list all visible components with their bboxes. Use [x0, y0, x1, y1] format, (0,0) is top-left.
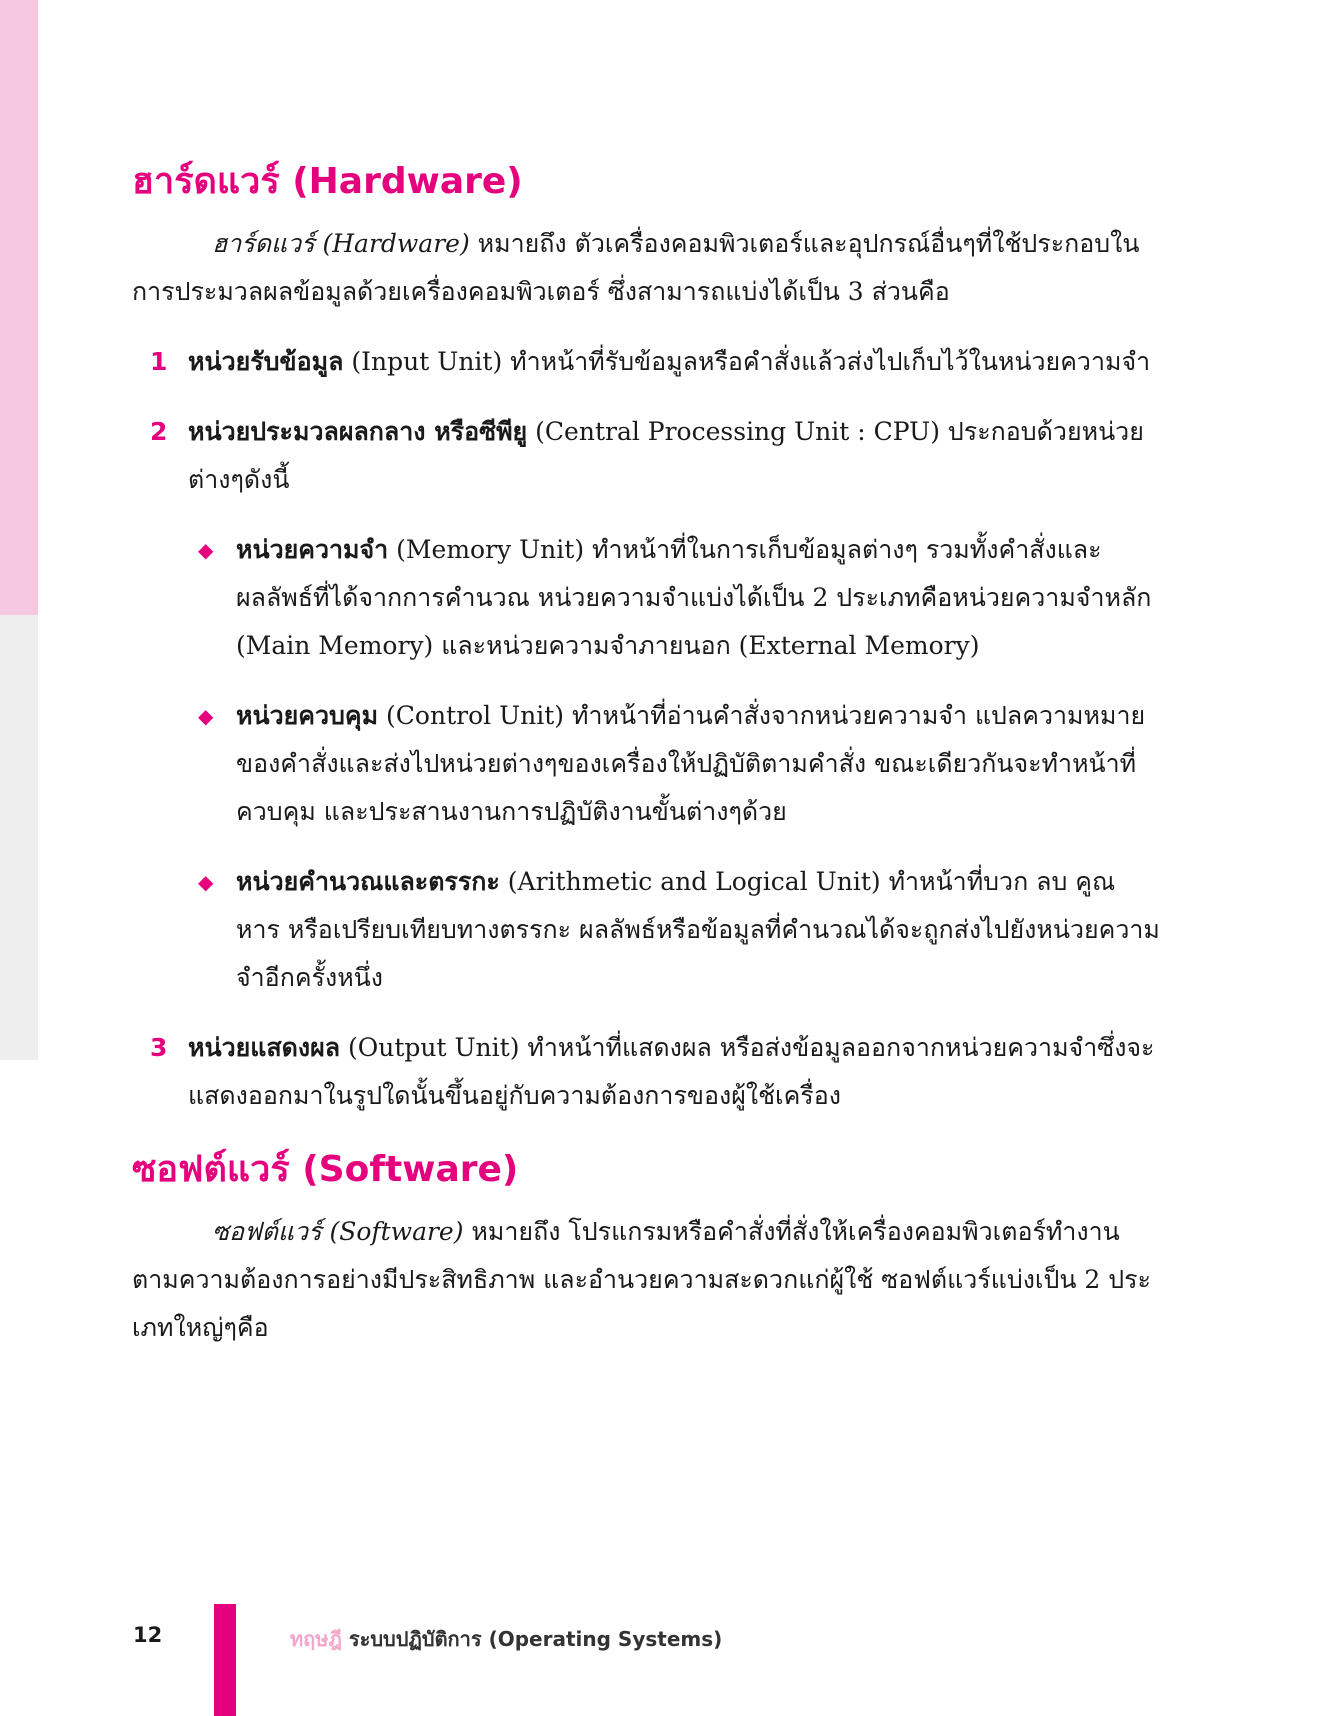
part-term: หน่วยความจำ [236, 535, 389, 564]
item-term: หน่วยแสดงผล [188, 1033, 341, 1062]
hardware-heading: ฮาร์ดแวร์ (Hardware) [132, 161, 523, 202]
cpu-part-control [132, 692, 1162, 836]
hardware-intro-lead: ฮาร์ดแวร์ (Hardware) [212, 229, 470, 258]
diamond-bullet-icon: ◆ [198, 538, 214, 562]
software-heading: ซอฟต์แวร์ (Software) [132, 1149, 519, 1190]
item-text: (Input Unit) ทำหน้าที่รับข้อมูลหรือคำสั่งแล้วส่งไปเก็บไว้ในหน่วยความจำ [343, 347, 1151, 376]
item-term: หน่วยรับข้อมูล [188, 347, 344, 376]
footer-book-title: ระบบปฏิบัติการ (Operating Systems) [341, 1627, 723, 1651]
diamond-bullet-icon: ◆ [198, 704, 214, 728]
page-number: 12 [133, 1623, 163, 1647]
part-term: หน่วยควบคุม [236, 701, 379, 730]
footer-accent-bar [214, 1604, 236, 1716]
side-margin-pink-band [0, 0, 38, 615]
part-text: (Control Unit) ทำหน้าที่อ่านคำสั่งจากหน่วยความจำ แปลความหมายของคำสั่งและส่งไปหน่วยต่างๆของเครื่องให้ปฏิบัติตามคำสั่ง ขณะเดียวกันจะทำหน้าที่ควบคุม และประสานงานการปฏิบัติงานขั้นต่างๆด้วย [236, 701, 1146, 826]
part-text: (Memory Unit) ทำหน้าที่ในการเก็บข้อมูลต่างๆ รวมทั้งคำสั่งและผลลัพธ์ที่ได้จากการคำนวณ หน่วยความจำแบ่งได้เป็น 2 ประเภทคือหน่วยความจำหลัก (Main Memory) และหน่วยความจำภายนอก (External Memory) [236, 535, 1152, 660]
item-number: 2 [150, 417, 168, 446]
hardware-item-input [132, 338, 1162, 386]
software-intro-text: หมายถึง โปรแกรมหรือคำสั่งที่สั่งให้เครื่องคอมพิวเตอร์ทำงานตามความต้องการอย่างมีประสิทธิภาพ และอำนวยความสะดวกแก่ผู้ใช้ ซอฟต์แวร์แบ่งเป็น 2 ประเภทใหญ่ๆคือ [132, 1217, 1151, 1342]
item-number: 1 [150, 347, 168, 376]
item-number: 3 [150, 1033, 168, 1062]
hardware-intro-text: หมายถึง ตัวเครื่องคอมพิวเตอร์และอุปกรณ์อื่นๆที่ใช้ประกอบในการประมวลผลข้อมูลด้วยเครื่องคอมพิวเตอร์ ซึ่งสามารถแบ่งได้เป็น 3 ส่วนคือ [132, 229, 1140, 306]
hardware-item-cpu [132, 408, 1162, 504]
footer-series: ทฤษฎี [290, 1627, 342, 1651]
software-intro [132, 1208, 1162, 1352]
part-text: (Arithmetic and Logical Unit) ทำหน้าที่บวก ลบ คูณ หาร หรือเปรียบเทียบทางตรรกะ ผลลัพธ์หรือข้อมูลที่คำนวณได้จะถูกส่งไปยังหน่วยความจำอีกครั้งหนึ่ง [236, 867, 1160, 992]
cpu-part-memory [132, 526, 1162, 670]
page-content [132, 158, 1162, 1352]
cpu-part-alu [132, 858, 1162, 1002]
hardware-intro [132, 220, 1162, 316]
software-intro-lead: ซอฟต์แวร์ (Software) [212, 1217, 464, 1246]
item-text: (Output Unit) ทำหน้าที่แสดงผล หรือส่งข้อมูลออกจากหน่วยความจำซึ่งจะแสดงออกมาในรูปใดนั้นขึ้นอยู่กับความต้องการของผู้ใช้เครื่อง [188, 1033, 1155, 1110]
item-term: หน่วยประมวลผลกลาง หรือซีพียู [188, 417, 528, 446]
side-margin-gray-band [0, 615, 38, 1060]
item-text: (Central Processing Unit : CPU) ประกอบด้วยหน่วยต่างๆดังนี้ [188, 417, 1144, 494]
running-footer [290, 1623, 722, 1655]
diamond-bullet-icon: ◆ [198, 870, 214, 894]
part-term: หน่วยคำนวณและตรรกะ [236, 867, 500, 896]
hardware-item-output [132, 1024, 1162, 1120]
